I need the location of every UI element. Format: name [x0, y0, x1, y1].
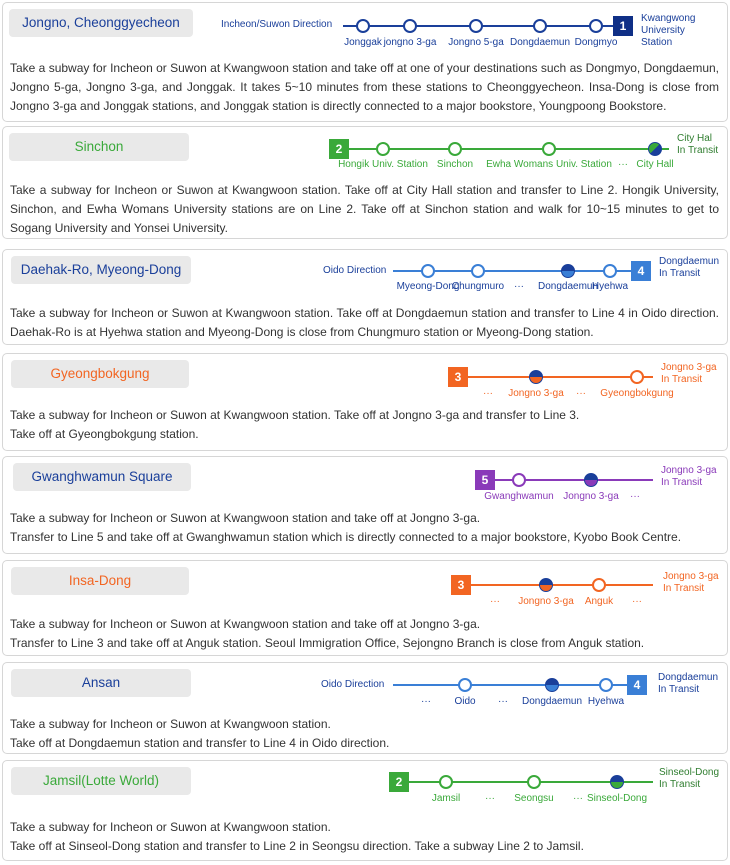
station-marker	[421, 264, 435, 278]
station-marker	[448, 142, 462, 156]
route-card	[2, 662, 728, 754]
route-card	[2, 126, 728, 239]
station-marker	[356, 19, 370, 33]
direction-label: Oido Direction	[321, 679, 385, 690]
line-number-badge: 2	[389, 772, 409, 792]
station-label: Jamsil	[431, 793, 461, 804]
station-label: Jongno 3-ga	[563, 491, 619, 502]
destination-title: Ansan	[11, 669, 191, 697]
station-marker	[589, 19, 603, 33]
station-ellipsis: ···	[498, 696, 508, 707]
station-marker	[592, 578, 606, 592]
station-marker	[469, 19, 483, 33]
route-description: Take a subway for Incheon or Suwon at Kwangwoon station and take off at one of your destinations such as Dongmyo, Dongdaemun, Jongno 5-ga, Jongno 3-ga, and Jonggak. It takes 5~10 minutes from these stations to Cheonggyecheon. Insa-Dong is close from Jongno 3-ga and Jonggak stations, and Jonggak station is directly connected to a major bookstore, Youngpoong Bookstore.	[10, 61, 719, 113]
station-marker	[542, 142, 556, 156]
station-label: Jonggak	[344, 37, 382, 48]
station-label: Hyehwa	[591, 281, 629, 292]
route-description: Take a subway for Incheon or Suwon at Kwangwoon station. Take off at Sinseol-Dong station and transfer to Line 2 in Seongsu direction. Take a subway Line 2 to Jamsil.	[10, 820, 584, 853]
station-label: Sinseol-Dong	[586, 793, 648, 804]
station-marker	[376, 142, 390, 156]
station-label: Jongno 5-ga	[448, 37, 504, 48]
station-ellipsis: ···	[485, 793, 495, 804]
line-number-badge: 5	[475, 470, 495, 490]
destination-title: Sinchon	[9, 133, 189, 161]
station-marker	[648, 142, 662, 156]
station-ellipsis: ···	[514, 281, 524, 292]
station-label: Dongdaemun	[537, 281, 599, 292]
station-label: Dongdaemun	[521, 696, 583, 707]
transfer-station-label: Sinseol-Dong In Transit	[659, 767, 720, 790]
destination-title: Gwanghwamun Square	[13, 463, 191, 491]
station-marker	[403, 19, 417, 33]
station-label: Dongmyo	[574, 37, 618, 48]
station-marker	[561, 264, 575, 278]
line-number-badge: 3	[451, 575, 471, 595]
station-label: Dongdaemun	[509, 37, 571, 48]
transfer-station-label: Dongdaemun In Transit	[659, 256, 720, 279]
route-card	[2, 2, 728, 122]
station-label: Chungmuro	[451, 281, 505, 292]
destination-title: Daehak-Ro, Myeong-Dong	[11, 256, 191, 284]
station-marker	[471, 264, 485, 278]
destination-title: Insa-Dong	[11, 567, 189, 595]
station-label: Jongno 3-ga	[508, 388, 564, 399]
line-number-badge: 4	[631, 261, 651, 281]
station-label: Gwanghwamun	[484, 491, 554, 502]
direction-label: Oido Direction	[323, 265, 387, 276]
route-description: Take a subway for Incheon or Suwon at Kwangwoon station. Take off at Jongno 3-ga and transfer to Line 3. Take off at Gyeongbokgung station.	[10, 408, 580, 441]
station-marker	[630, 370, 644, 384]
line-number-badge: 2	[329, 139, 349, 159]
station-marker	[584, 473, 598, 487]
station-label: jongno 3-ga	[383, 37, 437, 48]
station-ellipsis: ···	[576, 388, 586, 399]
station-label: Myeong-Dong	[396, 281, 460, 292]
station-marker	[599, 678, 613, 692]
route-description: Take a subway for Incheon or Suwon at Kwangwoon station. Take off at Dongdaemun station and transfer to Line 4 in Oido direction. Daehak-Ro is at Hyehwa station and Myeong-Dong is close from Chungmuro station or Myeong-Dong station.	[10, 306, 719, 339]
route-card	[2, 760, 728, 861]
station-marker	[512, 473, 526, 487]
route-description: Take a subway for Incheon or Suwon at Kwangwoon station. Take off at City Hall station and transfer to Line 2. Hongik University, Sinchon, and Ewha Womans University stations are on Line 2. Take off at Sinchon station and walk for 10~15 minutes to get to Sogang University and Yonsei University.	[10, 183, 719, 235]
station-marker	[529, 370, 543, 384]
station-label: Gyeongbokgung	[600, 388, 674, 399]
station-marker	[603, 264, 617, 278]
transfer-station-label: Jongno 3-ga In Transit	[661, 362, 717, 385]
transfer-station-label: Dongdaemun In Transit	[658, 672, 719, 695]
station-ellipsis: ···	[573, 793, 583, 804]
station-marker	[458, 678, 472, 692]
route-card	[2, 353, 728, 451]
transfer-station-label: City Hal In Transit	[677, 133, 719, 156]
station-label: Anguk	[584, 596, 614, 607]
station-label: Jongno 3-ga	[518, 596, 574, 607]
subway-line	[463, 376, 653, 378]
station-label: Hyehwa	[587, 696, 625, 707]
station-label: Sinchon	[436, 159, 474, 170]
destination-title: Gyeongbokgung	[11, 360, 189, 388]
station-label: Ewha Womans Univ. Station	[486, 159, 612, 170]
station-marker	[610, 775, 624, 789]
station-marker	[539, 578, 553, 592]
line-number-badge: 4	[627, 675, 647, 695]
station-ellipsis: ···	[421, 696, 431, 707]
subway-line	[393, 684, 631, 686]
station-ellipsis: ···	[490, 596, 500, 607]
destination-title: Jamsil(Lotte World)	[11, 767, 191, 795]
transfer-station-label: Jongno 3-ga In Transit	[661, 465, 717, 488]
route-description: Take a subway for Incheon or Suwon at Kwangwoon station and take off at Jongno 3-ga. Transfer to Line 3 and take off at Anguk station. Seoul Immigration Office, Sejongno Branch is close from Anguk station.	[10, 617, 645, 650]
route-description: Take a subway for Incheon or Suwon at Kwangwoon station. Take off at Dongdaemun station and transfer to Line 4 in Oido direction.	[10, 717, 390, 750]
transfer-station-label: Kwangwong University Station	[641, 13, 696, 48]
station-marker	[545, 678, 559, 692]
station-label: Hongik Univ. Station	[338, 159, 428, 170]
station-marker	[533, 19, 547, 33]
station-marker	[439, 775, 453, 789]
station-marker	[527, 775, 541, 789]
station-ellipsis: ···	[630, 491, 640, 502]
subway-line	[465, 584, 653, 586]
destination-title: Jongno, Cheonggyecheon	[9, 9, 193, 37]
line-number-badge: 3	[448, 367, 468, 387]
station-ellipsis: ···	[632, 596, 642, 607]
transfer-station-label: Jongno 3-ga In Transit	[663, 571, 719, 594]
station-ellipsis: ···	[483, 388, 493, 399]
route-card	[2, 560, 728, 656]
station-label: City Hall	[636, 159, 674, 170]
route-description: Take a subway for Incheon or Suwon at Kwangwoon station and take off at Jongno 3-ga. Transfer to Line 5 and take off at Gwanghwamun station which is directly connected to a major bookstore, Kyobo Book Centre.	[10, 511, 682, 544]
station-label: Oido	[454, 696, 476, 707]
route-card	[2, 456, 728, 554]
station-ellipsis: ···	[618, 159, 628, 170]
line-number-badge: 1	[613, 16, 633, 36]
station-label: Seongsu	[514, 793, 554, 804]
route-card	[2, 249, 728, 345]
direction-label: Incheon/Suwon Direction	[221, 19, 333, 30]
